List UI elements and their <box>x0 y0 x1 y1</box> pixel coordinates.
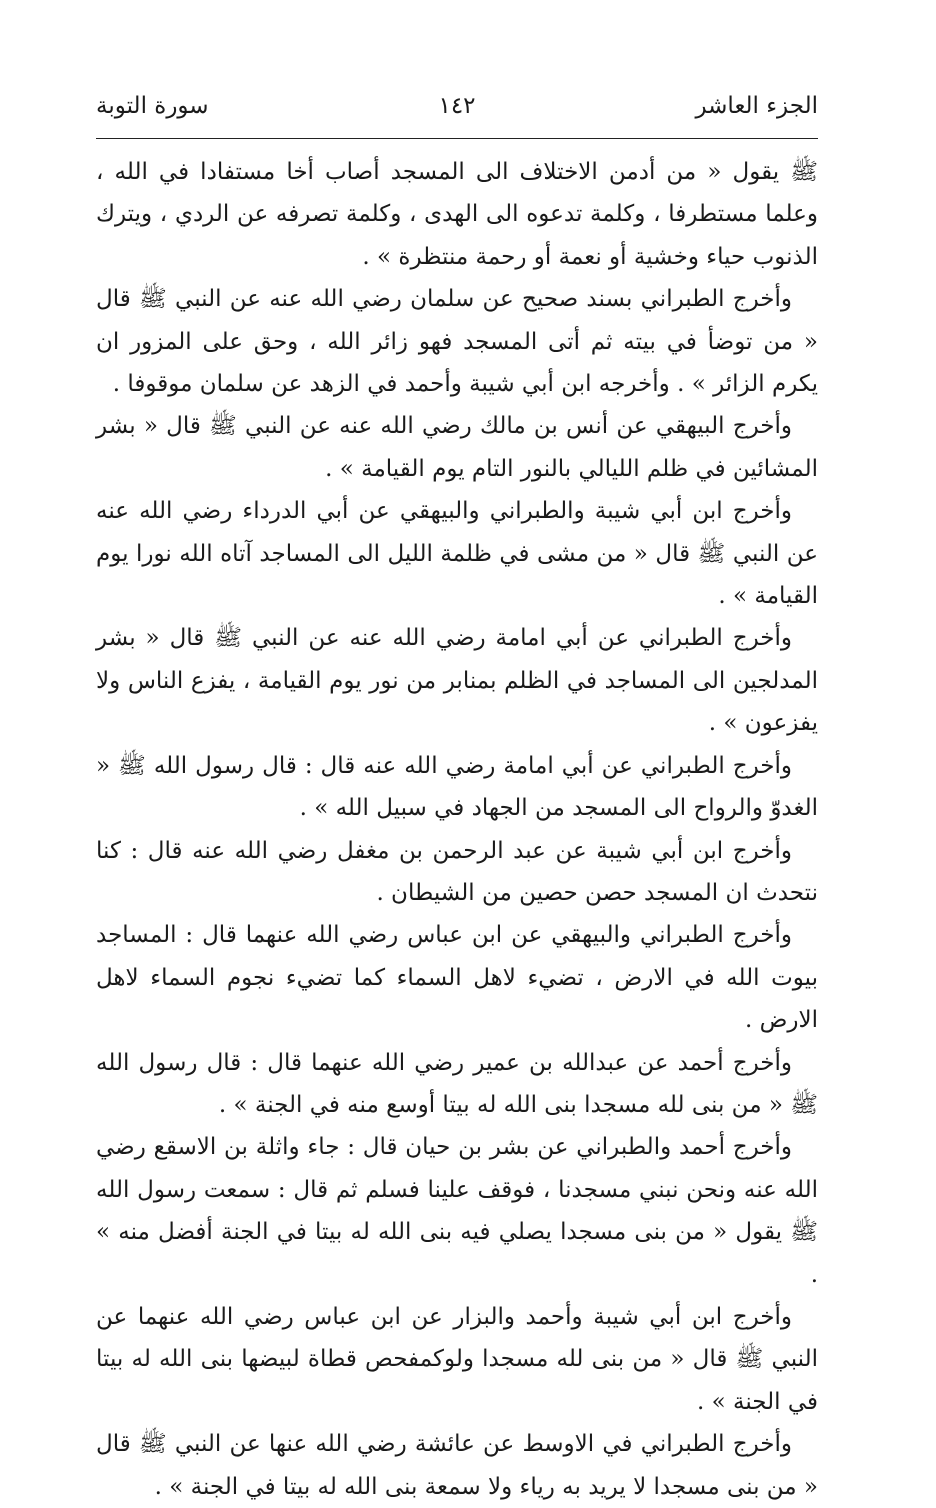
paragraph: وأخرج البيهقي عن أنس بن مالك رضي الله عنه عن النبي ﷺ قال « بشر المشائين في ظلم الليالي بالنور التام يوم القيامة » . <box>96 413 818 482</box>
surah-title: سورة التوبة <box>96 93 209 119</box>
paragraph: وأخرج ابن أبي شيبة وأحمد والبزار عن ابن عباس رضي الله عنهما عن النبي ﷺ قال « من بنى لله مسجدا ولوكمفحص قطاة لبيضها بنى الله له بيتا في الجنة » . <box>96 1303 818 1415</box>
running-header <box>96 86 818 130</box>
book-page <box>96 86 818 1508</box>
paragraph: وأخرج الطبراني في الاوسط عن عائشة رضي الله عنها عن النبي ﷺ قال « من بنى مسجدا لا يريد به رياء ولا سمعة بنى الله له بيتا في الجنة » . <box>96 1431 818 1500</box>
part-title: الجزء العاشر <box>695 93 818 119</box>
paragraph: ﷺ يقول « من أدمن الاختلاف الى المسجد أصاب أخا مستفادا في الله ، وعلما مستطرفا ، وكلمة تدعوه الى الهدى ، وكلمة تصرفه عن الردي ، ويترك الذنوب حياء وخشية أو نعمة أو رحمة منتظرة » . <box>96 159 818 270</box>
paragraph: وأخرج أحمد والطبراني عن بشر بن حيان قال : جاء واثلة بن الاسقع رضي الله عنه ونحن نبني مسجدنا ، فوقف علينا فسلم ثم قال : سمعت رسول الله ﷺ يقول « من بنى مسجدا يصلي فيه بنى الله له بيتا في الجنة أفضل منه » . <box>96 1134 818 1288</box>
body-text <box>96 151 818 1508</box>
paragraph: وأخرج ابن أبي شيبة عن عبد الرحمن بن مغفل رضي الله عنه قال : كنا نتحدث ان المسجد حصن حصين من الشيطان . <box>96 837 818 906</box>
paragraph: وأخرج الطبراني عن أبي امامة رضي الله عنه عن النبي ﷺ قال « بشر المدلجين الى المساجد في الظلم بمنابر من نور يوم القيامة ، يفزع الناس ولا يفزعون » . <box>96 625 818 737</box>
paragraph: وأخرج الطبراني بسند صحيح عن سلمان رضي الله عنه عن النبي ﷺ قال « من توضأ في بيته ثم أتى المسجد فهو زائر الله ، وحق على المزور ان يكرم الزائر » . وأخرجه ابن أبي شيبة وأحمد في الزهد عن سلمان موقوفا . <box>96 286 818 398</box>
header-rule <box>96 138 818 139</box>
paragraph: وأخرج الطبراني عن أبي امامة رضي الله عنه قال : قال رسول الله ﷺ « الغدوّ والرواح الى المسجد من الجهاد في سبيل الله » . <box>96 752 818 822</box>
paragraph: وأخرج الطبراني والبيهقي عن ابن عباس رضي الله عنهما قال : المساجد بيوت الله في الارض ، تضيء لاهل السماء كما تضيء نجوم السماء لاهل الارض . <box>96 922 818 1034</box>
paragraph: وأخرج ابن أبي شيبة والطبراني والبيهقي عن أبي الدرداء رضي الله عنه عن النبي ﷺ قال « من مشى في ظلمة الليل الى المساجد آتاه الله نورا يوم القيامة » . <box>96 498 818 610</box>
page-number: ١٤٢ <box>438 93 476 119</box>
paragraph: وأخرج أحمد عن عبدالله بن عمير رضي الله عنهما قال : قال رسول الله ﷺ « من بنى لله مسجدا بنى الله له بيتا أوسع منه في الجنة » . <box>96 1049 818 1118</box>
